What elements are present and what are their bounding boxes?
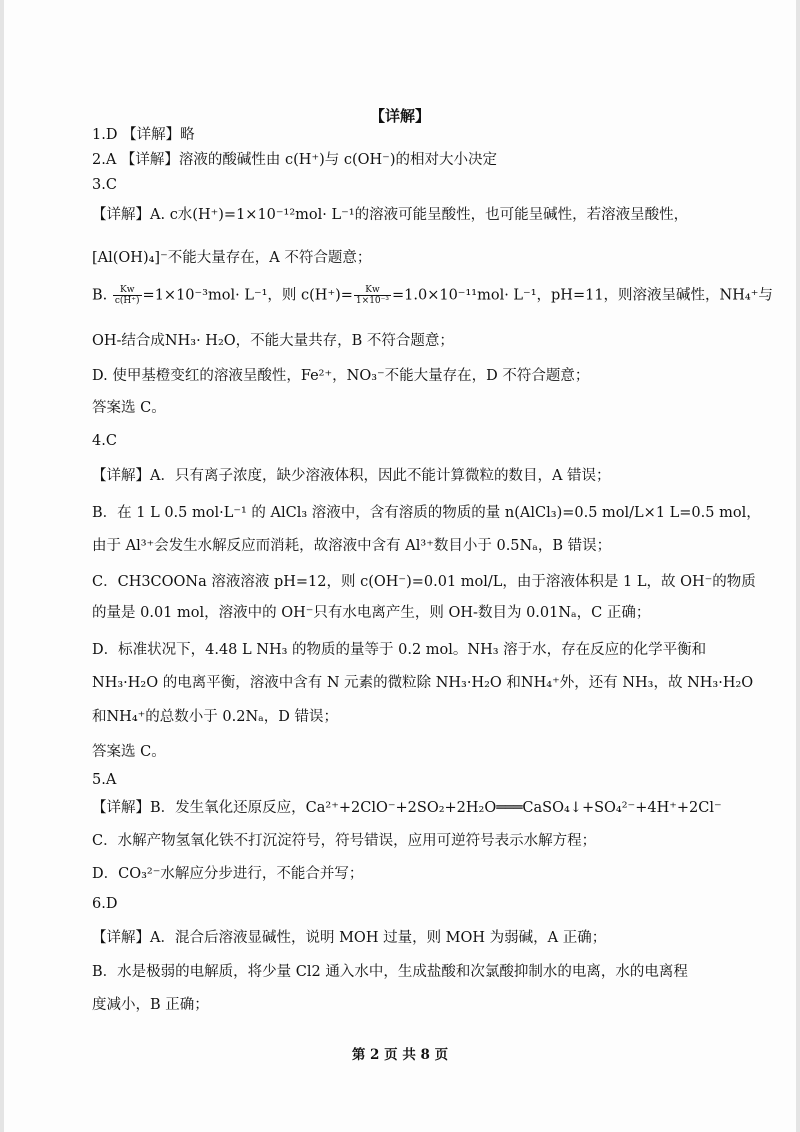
answer-4-explain-a: 【详解】A．只有离子浓度，缺少溶液体积，因此不能计算微粒的数目，A 错误；: [92, 468, 611, 484]
answer-6-explain-a: 【详解】A．混合后溶液显碱性，说明 MOH 过量，则 MOH 为弱碱，A 正确；: [92, 930, 607, 946]
answer-3-explain-a-cont: [Al(OH)₄]⁻不能大量存在，A 不符合题意；: [92, 250, 372, 266]
answer-3-explain-d: D. 使甲基橙变红的溶液呈酸性，Fe²⁺，NO₃⁻不能大量存在，D 不符合题意；: [92, 368, 590, 384]
answer-4-explain-b-cont: 由于 Al³⁺会发生水解反应而消耗，故溶液中含有 Al³⁺数目小于 0.5Nₐ，B 错误；: [92, 538, 612, 554]
scan-edge-right: [796, 0, 800, 1132]
answer-3-choice: 答案选 C。: [92, 400, 166, 416]
answer-3-explain-b-cont: OH-结合成NH₃· H₂O，不能大量共存，B 不符合题意；: [92, 333, 454, 349]
answer-6-explain-b-cont: 度减小，B 正确；: [92, 997, 209, 1013]
answer-3-explain-a: 【详解】A. c水(H⁺)=1×10⁻¹²mol· L⁻¹的溶液可能呈酸性，也可能呈碱性，若溶液呈酸性，: [92, 207, 689, 223]
answer-6-heading: 6.D: [92, 896, 118, 912]
fraction-denominator: c(H⁺): [114, 296, 140, 306]
answer-4-heading: 4.C: [92, 433, 117, 449]
answer-5-heading: 5.A: [92, 772, 117, 788]
answer-5-explain-d: D．CO₃²⁻水解应分步进行，不能合并写；: [92, 866, 364, 882]
option-b-middle: =1×10⁻³mol· L⁻¹，则 c(H⁺)=: [142, 287, 353, 304]
section-title: 【详解】: [369, 107, 430, 125]
answer-1: 1.D 【详解】略: [92, 127, 195, 143]
fraction-numerator: Kw: [113, 285, 142, 296]
answer-4-explain-c-cont: 的量是 0.01 mol，溶液中的 OH⁻只有水电离产生，则 OH-数目为 0.01Nₐ，C 正确；: [92, 605, 651, 621]
answer-5-explain-b: 【详解】B．发生氧化还原反应，Ca²⁺+2ClO⁻+2SO₂+2H₂O═══CaSO₄↓+SO₄²⁻+4H⁺+2Cl⁻: [92, 800, 722, 816]
answer-4-explain-d-end: 和NH₄⁺的总数小于 0.2Nₐ，D 错误；: [92, 709, 338, 725]
answer-3-explain-b: [92, 285, 773, 306]
answer-4-explain-d: D．标准状况下，4.48 L NH₃ 的物质的量等于 0.2 mol。NH₃ 溶于水，存在反应的化学平衡和: [92, 642, 707, 658]
option-b-label: B.: [92, 287, 108, 304]
answer-3-heading: 3.C: [92, 177, 117, 193]
answer-6-explain-b: B．水是极弱的电解质，将少量 Cl2 通入水中，生成盐酸和次氯酸抑制水的电离，水的电离程: [92, 964, 688, 980]
fraction-kw-over-ch: [113, 285, 142, 306]
scan-edge-left: [0, 0, 4, 1132]
answer-4-choice: 答案选 C。: [92, 744, 166, 760]
answer-4-explain-b: B．在 1 L 0.5 mol·L⁻¹ 的 AlCl₃ 溶液中，含有溶质的物质的量 n(AlCl₃)=0.5 mol/L×1 L=0.5 mol，: [92, 505, 761, 521]
answer-2: 2.A 【详解】溶液的酸碱性由 c(H⁺)与 c(OH⁻)的相对大小决定: [92, 152, 497, 168]
fraction-denominator: 1×10⁻³: [355, 296, 389, 306]
fraction-numerator: Kw: [354, 285, 391, 296]
fraction-kw-over-value: [354, 285, 391, 306]
answer-4-explain-d-cont: NH₃·H₂O 的电离平衡，溶液中含有 N 元素的微粒除 NH₃·H₂O 和NH₄⁺外，还有 NH₃，故 NH₃·H₂O: [92, 675, 754, 691]
answer-5-explain-c: C．水解产物氢氧化铁不打沉淀符号，符号错误，应用可逆符号表示水解方程；: [92, 833, 597, 849]
page-number: 第 2 页 共 8 页: [351, 1047, 449, 1063]
answer-4-explain-c: C．CH3COONa 溶液溶液 pH=12，则 c(OH⁻)=0.01 mol/L，由于溶液体积是 1 L，故 OH⁻的物质: [92, 574, 756, 590]
option-b-end: =1.0×10⁻¹¹mol· L⁻¹，pH=11，则溶液呈碱性，NH₄⁺与: [392, 287, 773, 304]
